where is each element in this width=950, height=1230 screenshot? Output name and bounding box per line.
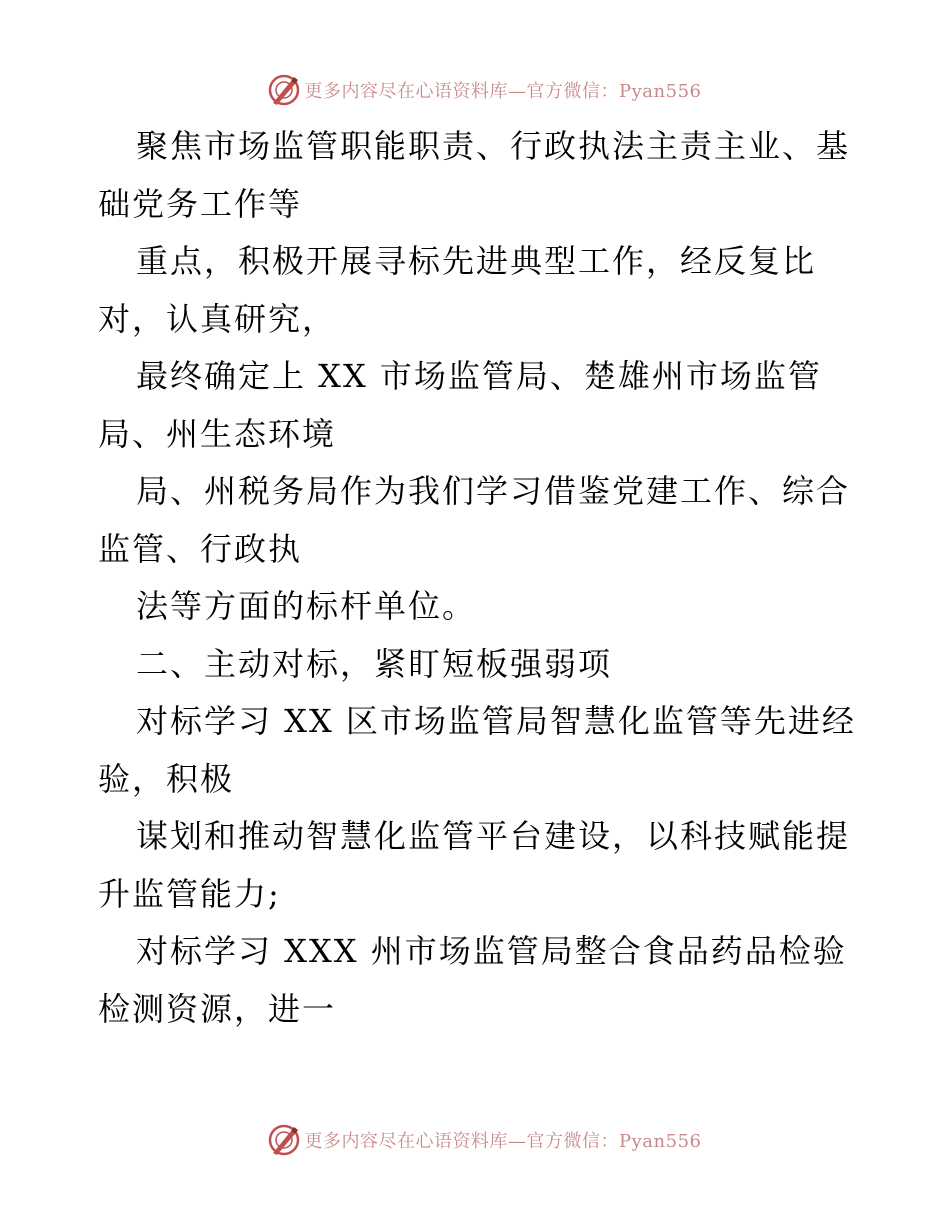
paragraph-line: 最终确定上 XX 市场监管局、楚雄州市场监管: [136, 357, 822, 395]
footer-banner: [0, 1122, 950, 1158]
paragraph-line: 对，认真研究，: [98, 299, 337, 338]
paragraph-line: 对标学习 XXX 州市场监管局整合食品药品检验: [136, 932, 847, 970]
pen-logo-icon: [267, 1123, 301, 1157]
paragraph-line: 局、州生态环境: [98, 414, 337, 453]
section-heading: 二、主动对标，紧盯短板强弱项: [136, 644, 613, 683]
paragraph-line: 局、州税务局作为我们学习借鉴党建工作、综合: [136, 472, 851, 510]
header-banner: [0, 72, 950, 108]
footer-banner-text: 更多内容尽在心语资料库—官方微信：Pyan556: [304, 1131, 702, 1152]
paragraph-line: 监管、行政执: [98, 529, 303, 568]
paragraph-line: 验，积极: [98, 759, 235, 798]
pen-logo-icon: [267, 73, 301, 107]
paragraph-line: 对标学习 XX 区市场监管局智慧化监管等先进经: [136, 702, 856, 740]
paragraph-line: 谋划和推动智慧化监管平台建设，以科技赋能提: [136, 817, 851, 855]
document-body: [98, 118, 868, 1038]
paragraph-line: 聚焦市场监管职能职责、行政执法主责主业、基: [136, 127, 851, 165]
paragraph-line: 础党务工作等: [98, 184, 303, 223]
paragraph-line: 重点，积极开展寻标先进典型工作，经反复比: [136, 242, 817, 280]
paragraph-line: 升监管能力;: [98, 874, 281, 913]
header-banner-text: 更多内容尽在心语资料库—官方微信：Pyan556: [304, 81, 702, 102]
paragraph-line: 法等方面的标杆单位。: [136, 587, 477, 625]
paragraph-line: 检测资源，进一: [98, 989, 337, 1028]
